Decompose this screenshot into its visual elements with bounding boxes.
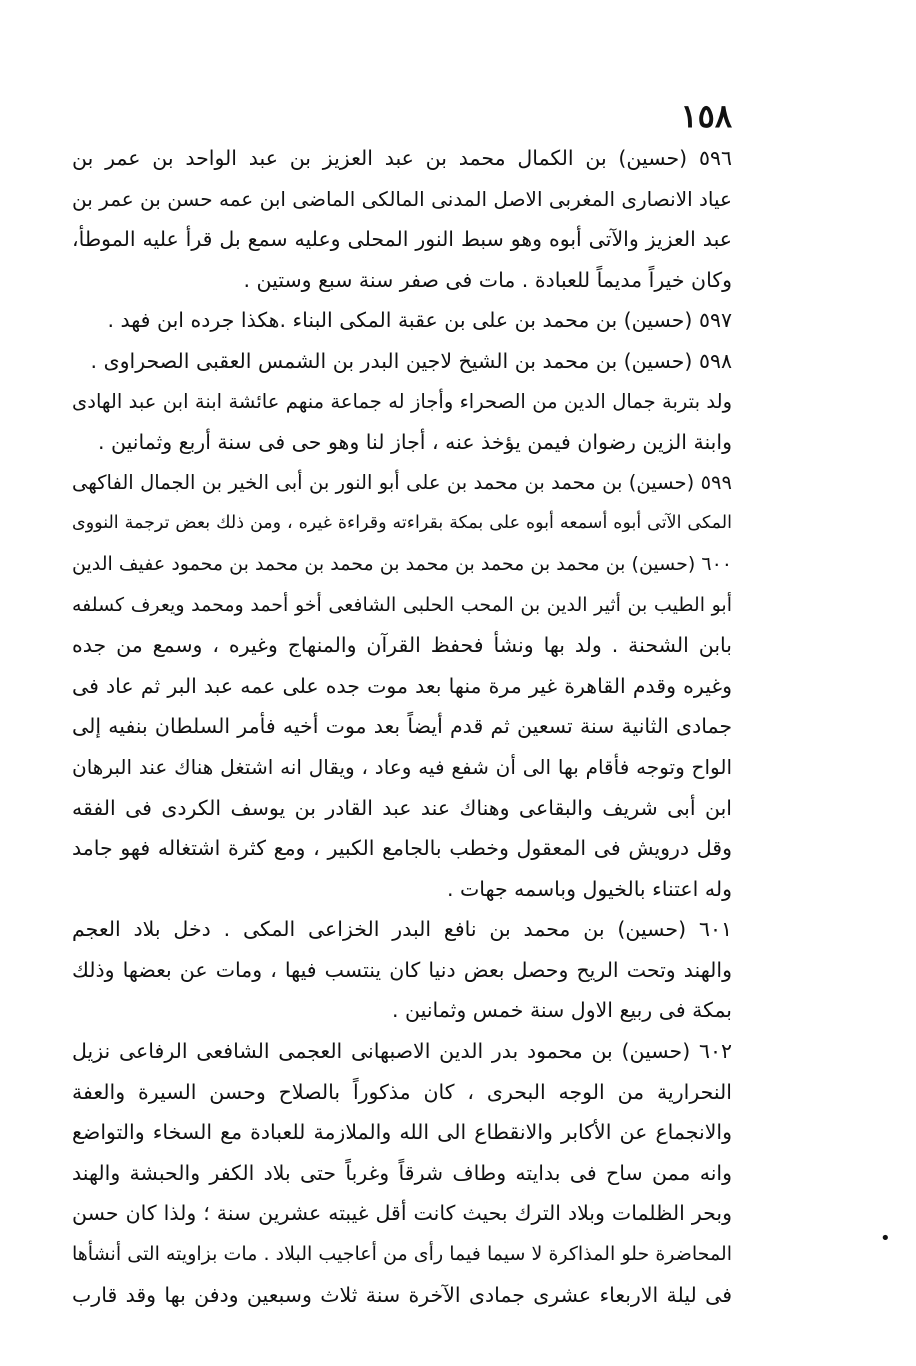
text-line: وله اعتناء بالخيول وباسمه جهات .: [446, 876, 732, 901]
text-line: المحاضرة حلو المذاكرة لا سيما فيما رأى من أعاجيب البلاد . مات بزاويته التى أنشأها: [72, 1243, 732, 1266]
text-line: ولد بتربة جمال الدين من الصحراء وأجاز له جماعة منهم عائشة ابنة ابن عبد الهادى: [72, 389, 732, 413]
text-line: عبد العزيز والآتى أبوه وهو سبط النور المحلى وعليه سمع بل قرأ عليه الموطأ،: [72, 227, 732, 252]
text-line: النحرارية من الوجه البحرى ، كان مذكوراً بالصلاح وحسن السيرة والعفة: [72, 1079, 732, 1104]
text-line: أبو الطيب بن أثير الدين بن المحب الحلبى الشافعى أخو أحمد ومحمد ويعرف كسلفه: [72, 593, 732, 616]
text-line: ٥٩٦ (حسين) بن الكمال محمد بن عبد العزيز بن عبد الواحد بن عمر بن: [72, 146, 732, 170]
text-line: وقل درويش فى المعقول وخطب بالجامع الكبير ، ومع كثرة اشتغاله فهو جامد: [72, 836, 732, 861]
text-line: وابنة الزين رضوان فيمن يؤخذ عنه ، أجاز لنا وهو حى فى سنة أربع وثمانين .: [97, 430, 732, 455]
text-line: بابن الشحنة . ولد بها ونشأ فحفظ القرآن والمنهاج وغيره ، وسمع من جده: [72, 633, 732, 658]
page-number: ١٥٨: [680, 97, 732, 135]
text-line: والانجماع عن الأكابر والانقطاع الى الله والملازمة للعبادة مع السخاء والتواضع: [72, 1120, 732, 1145]
text-line: ٥٩٨ (حسين) بن محمد بن الشيخ لاجين البدر بن الشمس العقبى الصحراوى .: [90, 348, 732, 373]
text-line: وانه ممن ساح فى بدايته وطاف شرقاً وغرباً حتى بلاد الكفر والحبشة والهند: [72, 1160, 732, 1185]
text-line: ٥٩٧ (حسين) بن محمد بن على بن عقبة المكى البناء .هكذا جرده ابن فهد .: [107, 308, 732, 333]
margin-mark: •: [880, 1228, 891, 1249]
text-line: بمكة فى ربيع الاول سنة خمس وثمانين .: [392, 998, 732, 1023]
page-body-text: [72, 138, 732, 1315]
text-line: ٥٩٩ (حسين) بن محمد بن محمد بن على أبو النور بن أبى الخير بن الجمال الفاكهى: [72, 470, 732, 494]
text-line: المكى الآتى أبوه أسمعه أبوه على بمكة بقراءته وقراءة غيره ، ومن ذلك بعض ترجمة النووى: [72, 513, 732, 534]
text-line: وبحر الظلمات وبلاد الترك بحيث كانت أقل غيبته عشرين سنة ؛ ولذا كان حسن: [72, 1201, 732, 1226]
text-line: ٦٠٠ (حسين) بن محمد بن محمد بن محمد بن محمد بن محمد بن محمود عفيف الدين: [72, 552, 732, 575]
text-line: فى ليلة الاربعاء عشرى جمادى الآخرة سنة ثلاث وسبعين ودفن بها وقد قارب: [72, 1282, 732, 1307]
text-line: ٦٠١ (حسين) بن محمد بن نافع البدر الخزاعى المكى . دخل بلاد العجم: [72, 917, 732, 942]
text-line: عياد الانصارى المغربى الاصل المدنى المالكى الماضى ابن عمه حسن بن عمر بن: [72, 186, 732, 211]
text-line: وكان خيراً مديماً للعبادة . مات فى صفر سنة سبع وستين .: [243, 267, 732, 292]
text-line: جمادى الثانية سنة تسعين ثم قدم أيضاً بعد موت أخيه فأمر السلطان بنفيه إلى: [72, 714, 732, 739]
text-line: وغيره وقدم القاهرة غير مرة منها بعد موت جده على عمه عبد البر ثم عاد فى: [72, 673, 732, 698]
text-line: ابن أبى شريف والبقاعى وهناك عند عبد القادر بن يوسف الكردى فى الفقه: [72, 795, 732, 820]
text-line: ٦٠٢ (حسين) بن محمود بدر الدين الاصبهانى العجمى الشافعى الرفاعى نزيل: [72, 1039, 732, 1064]
text-line: والهند وتحت الريح وحصل بعض دنيا كان ينتسب فيها ، ومات عن بعضها وذلك: [72, 957, 732, 982]
text-line: الواح وتوجه فأقام بها الى أن شفع فيه وعاد ، ويقال انه اشتغل هناك عند البرهان: [72, 754, 732, 779]
